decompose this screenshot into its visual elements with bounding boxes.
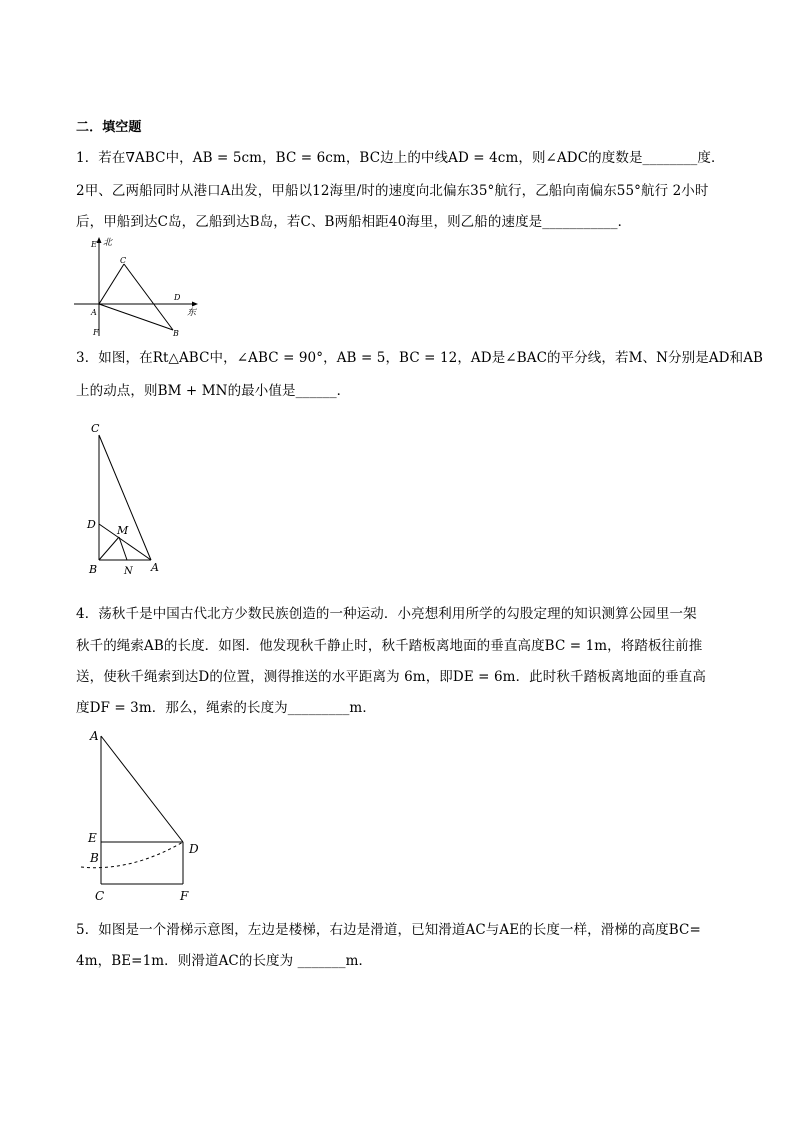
fig3-label-b: B [89,563,98,576]
question-5-line-2: 4m，BE=1m．则滑道AC的长度为 _______m． [76,953,373,969]
question-4-line-4: 度DF = 3m．那么，绳索的长度为_________m． [76,700,376,716]
fig2-label-d: D [174,293,181,302]
fig4-label-f: F [180,889,189,903]
fig4-label-d: D [189,842,199,856]
fig2-label-e: E [91,240,97,249]
question-4-line-1: 4．荡秋千是中国古代北方少数民族创造的一种运动．小亮想利用所学的勾股定理的知识测算公园里一架 [76,606,697,622]
fig3-label-m: M [117,524,129,537]
question-3-line-2: 上的动点，则BM + MN的最小值是______． [76,383,351,399]
fig2-label-a: A [91,308,97,317]
fig4-label-b: B [90,851,99,865]
fig2-label-f: F [93,328,99,337]
fig3-label-a: A [151,561,159,574]
fig4-label-c: C [95,889,105,903]
question-5-line-1: 5．如图是一个滑梯示意图，左边是楼梯，右边是滑道，已知滑道AC与AE的长度一样，滑梯的高度BC= [76,922,701,938]
fig2-label-east: 东 [187,308,197,318]
question-4-line-2: 秋千的绳索AB的长度．如图．他发现秋千静止时，秋千踏板离地面的垂直高度BC = 1m，将踏板往前推 [76,638,703,654]
fig2-label-c: C [120,256,127,265]
question-3-line-1: 3．如图，在Rt△ABC中，∠ABC = 90°，AB = 5，BC = 12，AD是∠BAC的平分线，若M、N分别是AD和AB [76,350,764,366]
question-1-text: 1．若在∇ABC中，AB = 5cm，BC = 6cm，BC边上的中线AD = 4cm，则∠ADC的度数是________度． [76,150,725,166]
question-3-figure [84,418,170,578]
fig4-label-a: A [90,729,99,743]
fig4-label-e: E [88,831,97,845]
fig3-label-d: D [87,518,96,531]
section-title: 二．填空题 [76,120,142,135]
fig3-label-n: N [124,566,133,577]
question-2-line-1: 2甲、乙两船同时从港口A出发，甲船以12海里/时的速度向北偏东35°航行，乙船向南偏东55°航行 2小时 [76,183,709,199]
fig3-label-c: C [91,422,100,435]
question-2-line-2: 后，甲船到达C岛，乙船到达B岛，若C、B两船相距40海里，则乙船的速度是___________． [76,214,632,230]
fig2-label-north: 北 [103,238,113,248]
question-4-figure [76,726,210,906]
fig2-label-b: B [173,329,179,338]
question-4-line-3: 送，使秋千绳索到达D的位置，测得推送的水平距离为 6m，即DE = 6m．此时秋千踏板离地面的垂直高 [76,669,706,685]
question-2-figure [70,236,205,341]
